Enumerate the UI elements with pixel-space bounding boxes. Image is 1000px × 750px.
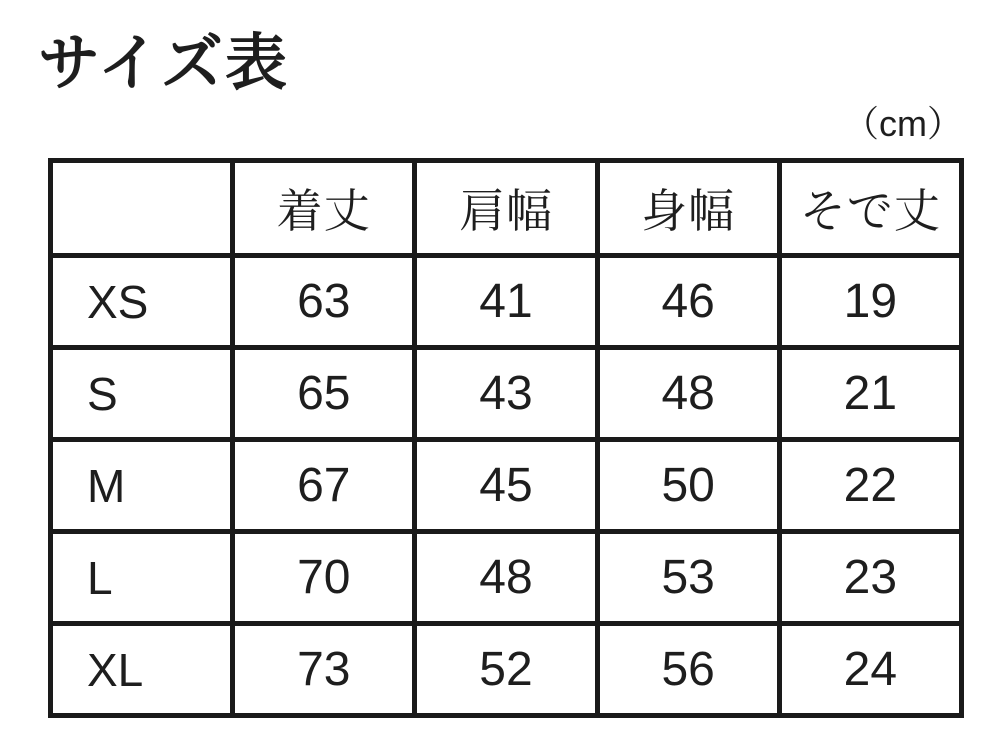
table-row-xs xyxy=(51,256,962,348)
value-cell: 45 xyxy=(415,440,597,532)
column-header-blank xyxy=(51,161,233,256)
value-cell: 56 xyxy=(597,624,779,716)
value-cell: 70 xyxy=(233,532,415,624)
value-cell: 41 xyxy=(415,256,597,348)
size-label: L xyxy=(51,532,233,624)
value-cell: 48 xyxy=(597,348,779,440)
column-header-body-width: 身幅 xyxy=(597,161,779,256)
size-table xyxy=(48,158,964,718)
table-header-row xyxy=(51,161,962,256)
column-header-shoulder: 肩幅 xyxy=(415,161,597,256)
page-title: サイズ表 xyxy=(38,29,290,98)
size-label: XS xyxy=(51,256,233,348)
value-cell: 24 xyxy=(779,624,961,716)
value-cell: 48 xyxy=(415,532,597,624)
value-cell: 19 xyxy=(779,256,961,348)
column-header-body-length: 着丈 xyxy=(233,161,415,256)
size-label: XL xyxy=(51,624,233,716)
unit-label: （cm） xyxy=(843,103,963,144)
value-cell: 43 xyxy=(415,348,597,440)
column-header-sleeve: そで丈 xyxy=(779,161,961,256)
table-row-xl xyxy=(51,624,962,716)
value-cell: 22 xyxy=(779,440,961,532)
value-cell: 53 xyxy=(597,532,779,624)
value-cell: 63 xyxy=(233,256,415,348)
value-cell: 50 xyxy=(597,440,779,532)
value-cell: 65 xyxy=(233,348,415,440)
value-cell: 52 xyxy=(415,624,597,716)
size-label: S xyxy=(51,348,233,440)
value-cell: 73 xyxy=(233,624,415,716)
table-row-s xyxy=(51,348,962,440)
table-row-m xyxy=(51,440,962,532)
value-cell: 67 xyxy=(233,440,415,532)
value-cell: 46 xyxy=(597,256,779,348)
value-cell: 23 xyxy=(779,532,961,624)
value-cell: 21 xyxy=(779,348,961,440)
size-label: M xyxy=(51,440,233,532)
table-row-l xyxy=(51,532,962,624)
